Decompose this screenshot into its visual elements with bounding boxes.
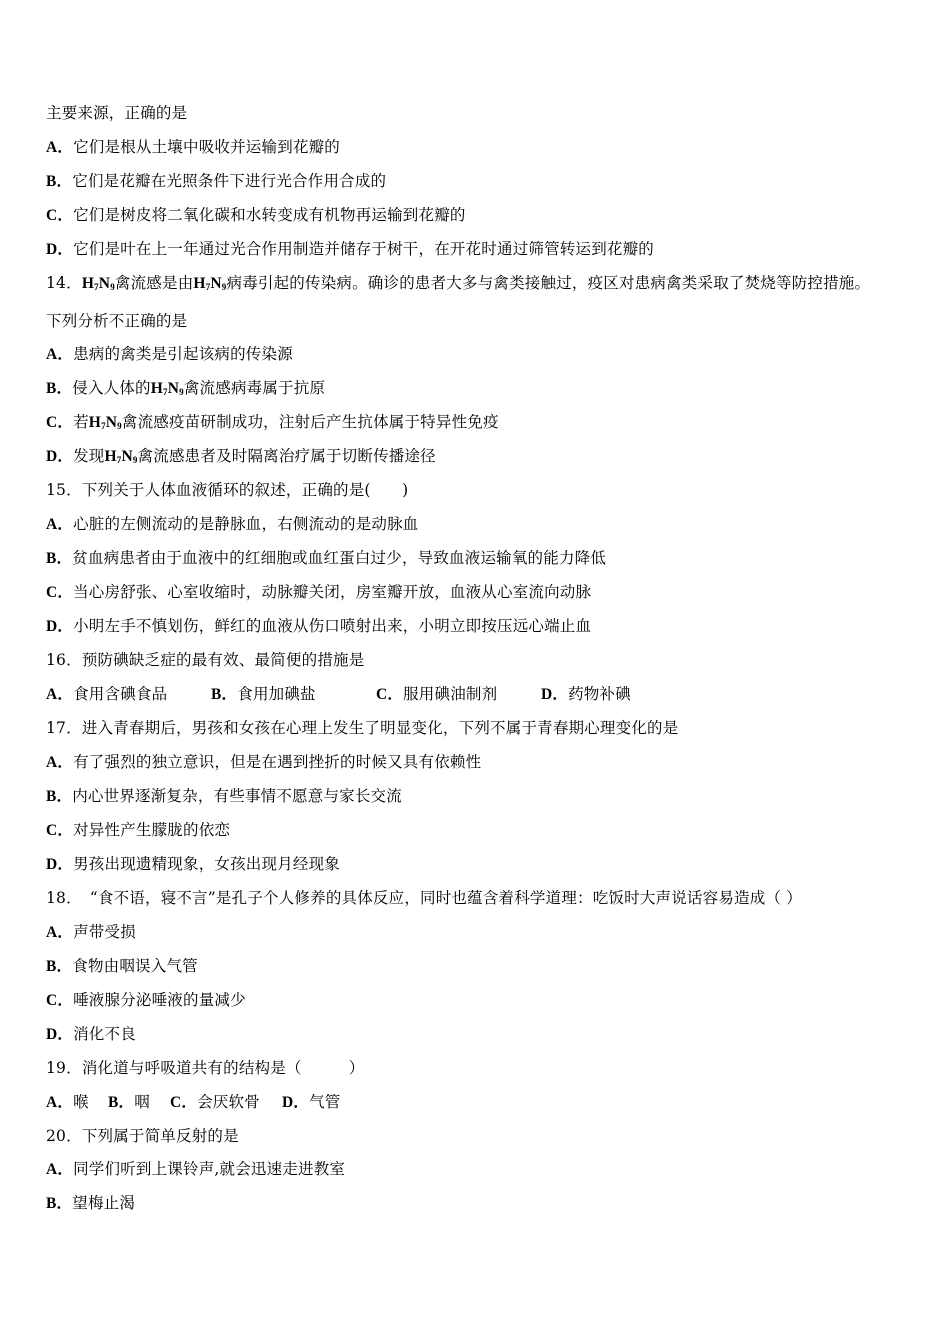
q16-option-b: B．食用加碘盐 bbox=[211, 685, 316, 703]
q17-option-d: D．男孩出现遗精现象，女孩出现月经现象 bbox=[46, 855, 340, 873]
q16-options bbox=[46, 684, 631, 705]
q19-option-b: B．咽 bbox=[108, 1093, 150, 1111]
q19-stem: 19．消化道与呼吸道共有的结构是（ ） bbox=[46, 1059, 365, 1077]
q15-option-c: C．当心房舒张、心室收缩时，动脉瓣关闭，房室瓣开放，血液从心室流向动脉 bbox=[46, 583, 592, 601]
q15-stem: 15．下列关于人体血液循环的叙述，正确的是( ) bbox=[46, 481, 409, 499]
q18-option-a: A．声带受损 bbox=[46, 923, 136, 941]
q14-option-c: C．若$H_7N_9$禽流感疫苗研制成功，注射后产生抗体属于特异性免疫 bbox=[46, 413, 499, 431]
q17-option-c: C．对异性产生朦胧的依恋 bbox=[46, 821, 231, 839]
h7n9-formula: $H_7N_9$ bbox=[81, 275, 115, 292]
q13-option-c: C．它们是树皮将二氧化碳和水转变成有机物再运输到花瓣的 bbox=[46, 206, 466, 224]
q13-option-d: D．它们是叶在上一年通过光合作用制造并储存于树干，在开花时通过筛管转运到花瓣的 bbox=[46, 240, 654, 258]
q19-option-a: A．喉 bbox=[46, 1093, 89, 1111]
q20-option-b: B．望梅止渴 bbox=[46, 1194, 136, 1212]
q14-option-a: A．患病的禽类是引起该病的传染源 bbox=[46, 345, 293, 363]
h7n9-formula: $H_7N_9$ bbox=[193, 275, 227, 292]
q15-option-a: A．心脏的左侧流动的是静脉血，右侧流动的是动脉血 bbox=[46, 515, 419, 533]
q14-stem-line2: 下列分析不正确的是 bbox=[46, 312, 188, 330]
q20-stem: 20．下列属于简单反射的是 bbox=[46, 1127, 239, 1145]
q17-stem: 17．进入青春期后，男孩和女孩在心理上发生了明显变化，下列不属于青春期心理变化的是 bbox=[46, 719, 679, 737]
q14-stem: 14．$H_7N_9$禽流感是由$H_7N_9$病毒引起的传染病。确诊的患者大多与禽类接触过，疫区对患病禽类采取了焚烧等防控措施。 bbox=[46, 274, 871, 292]
q17-option-b: B．内心世界逐渐复杂，有些事情不愿意与家长交流 bbox=[46, 787, 402, 805]
q20-option-a: A．同学们听到上课铃声,就会迅速走进教室 bbox=[46, 1160, 346, 1178]
h7n9-formula: $H_7N_9$ bbox=[88, 414, 122, 431]
h7n9-formula: $H_7N_9$ bbox=[104, 448, 138, 465]
q13-option-a: A．它们是根从土壤中吸收并运输到花瓣的 bbox=[46, 138, 340, 156]
q18-option-d: D．消化不良 bbox=[46, 1025, 136, 1043]
q16-option-c: C．服用碘油制剂 bbox=[376, 685, 498, 703]
question-continuation: 主要来源，正确的是 bbox=[46, 104, 188, 122]
q16-stem: 16．预防碘缺乏症的最有效、最简便的措施是 bbox=[46, 651, 365, 669]
q15-option-b: B．贫血病患者由于血液中的红细胞或血红蛋白过少，导致血液运输氧的能力降低 bbox=[46, 549, 607, 567]
q18-option-b: B．食物由咽误入气管 bbox=[46, 957, 198, 975]
q19-option-c: C．会厌软骨 bbox=[170, 1093, 260, 1111]
q15-option-d: D．小明左手不慎划伤，鲜红的血液从伤口喷射出来，小明立即按压远心端止血 bbox=[46, 617, 592, 635]
q13-option-b: B．它们是花瓣在光照条件下进行光合作用合成的 bbox=[46, 172, 387, 190]
q16-option-a: A．食用含碘食品 bbox=[46, 685, 168, 703]
q16-option-d: D．药物补碘 bbox=[541, 685, 631, 703]
q18-stem: 18． “食不语，寝不言”是孔子个人修养的具体反应，同时也蕴含着科学道理：吃饭时大声说话容易造成（ ） bbox=[46, 889, 802, 907]
q14-option-b: B．侵入人体的$H_7N_9$禽流感病毒属于抗原 bbox=[46, 379, 326, 397]
q14-option-d: D．发现$H_7N_9$禽流感患者及时隔离治疗属于切断传播途径 bbox=[46, 447, 436, 465]
q17-option-a: A．有了强烈的独立意识，但是在遇到挫折的时候又具有依赖性 bbox=[46, 753, 482, 771]
q18-option-c: C．唾液腺分泌唾液的量减少 bbox=[46, 991, 246, 1009]
q19-options bbox=[46, 1092, 341, 1113]
h7n9-formula: $H_7N_9$ bbox=[150, 380, 184, 397]
q19-option-d: D．气管 bbox=[282, 1093, 341, 1111]
